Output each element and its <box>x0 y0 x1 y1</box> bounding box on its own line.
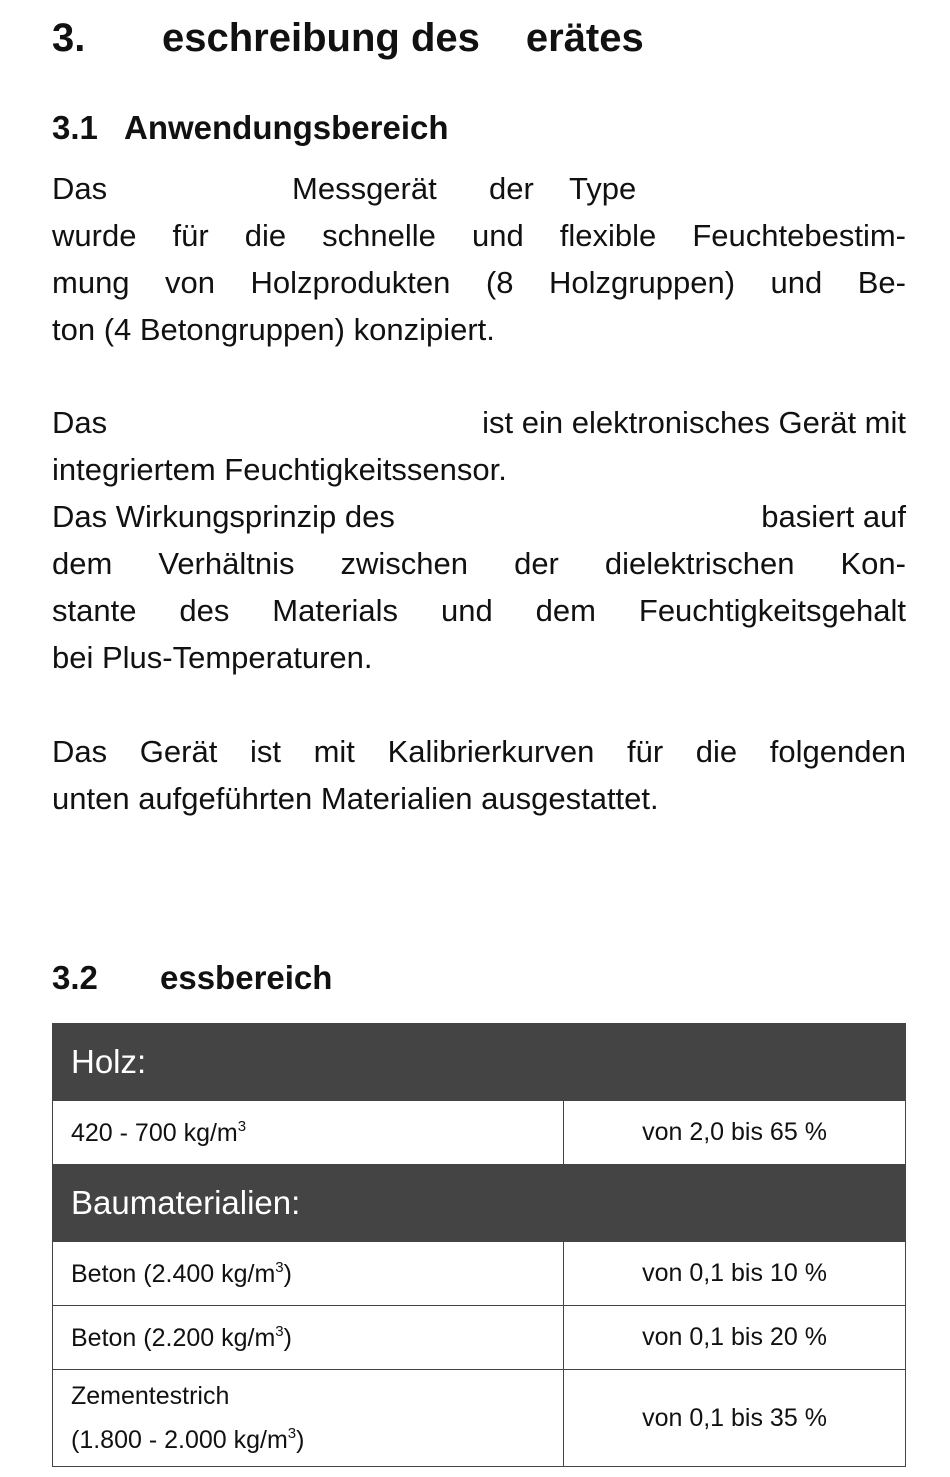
p1-word-messgeraet: Messgerät <box>292 171 437 206</box>
p2-line-3-start: Das Wirkungsprinzip des <box>52 499 395 534</box>
section-3-2-title: essbereich <box>160 959 333 996</box>
measuring-range-table <box>52 1023 906 1467</box>
table-row <box>53 1101 906 1165</box>
p2-word-das: Das <box>52 405 108 440</box>
table-row <box>53 1370 906 1467</box>
section-3-2-heading <box>52 958 332 998</box>
p1-word-das: Das <box>52 171 108 206</box>
material-cell: 420 - 700 $kg/m^3$ <box>53 1101 564 1165</box>
p1-word-type: Type <box>569 171 637 206</box>
p2-line-1-rest: ist ein elektronisches Gerät mit <box>482 405 906 440</box>
range-cell: von 0,1 bis 20 % <box>564 1306 906 1370</box>
table-category-row <box>53 1165 906 1242</box>
category-baumaterialien: Baumaterialien: <box>53 1165 906 1242</box>
paragraph-description <box>52 399 906 681</box>
range-cell: von 0,1 bis 35 % <box>564 1370 906 1467</box>
section-3-1-number: 3.1 <box>52 109 98 146</box>
p2-line-6: bei Plus-Temperaturen. <box>52 640 373 675</box>
section-3-1-title: Anwendungsbereich <box>124 109 449 146</box>
section-3-title-part1: eschreibung des <box>162 16 480 60</box>
material-cell: Zementestrich (1.800 - 2.000 $kg/m^3$) <box>53 1370 564 1467</box>
p1-line-4: ton (4 Betongruppen) konzipiert. <box>52 312 495 347</box>
section-3-title-part2: erätes <box>525 16 644 60</box>
p2-line-2: integriertem Feuchtigkeitssensor. <box>52 452 507 487</box>
table-row <box>53 1242 906 1306</box>
section-3-heading <box>52 14 644 62</box>
material-cell: Beton (2.400 $kg/m^3$) <box>53 1242 564 1306</box>
p2-line-3-end: basiert auf <box>761 499 906 534</box>
range-cell: von 0,1 bis 10 % <box>564 1242 906 1306</box>
range-cell: von 2,0 bis 65 % <box>564 1101 906 1165</box>
table-category-row <box>53 1024 906 1101</box>
section-3-number: 3. <box>52 16 86 60</box>
category-holz: Holz: <box>53 1024 906 1101</box>
table-row <box>53 1306 906 1370</box>
p1-line-2: wurde für die schnelle und flexible Feuchtebestim- <box>52 218 906 253</box>
p3-line-1: Das Gerät ist mit Kalibrierkurven für die folgenden <box>52 734 906 769</box>
p1-word-der: der <box>489 171 534 206</box>
paragraph-calibration <box>52 728 906 822</box>
section-3-2-number: 3.2 <box>52 959 98 996</box>
paragraph-intro <box>52 165 906 353</box>
material-cell: Beton (2.200 $kg/m^3$) <box>53 1306 564 1370</box>
p2-line-5: stante des Materials und dem Feuchtigkeitsgehalt <box>52 593 906 628</box>
p1-line-3: mung von Holzprodukten (8 Holzgruppen) und Be- <box>52 265 906 300</box>
p3-line-2: unten aufgeführten Materialien ausgestattet. <box>52 781 659 816</box>
section-3-1-heading <box>52 108 449 148</box>
p2-line-4: dem Verhältnis zwischen der dielektrischen Kon- <box>52 546 906 581</box>
